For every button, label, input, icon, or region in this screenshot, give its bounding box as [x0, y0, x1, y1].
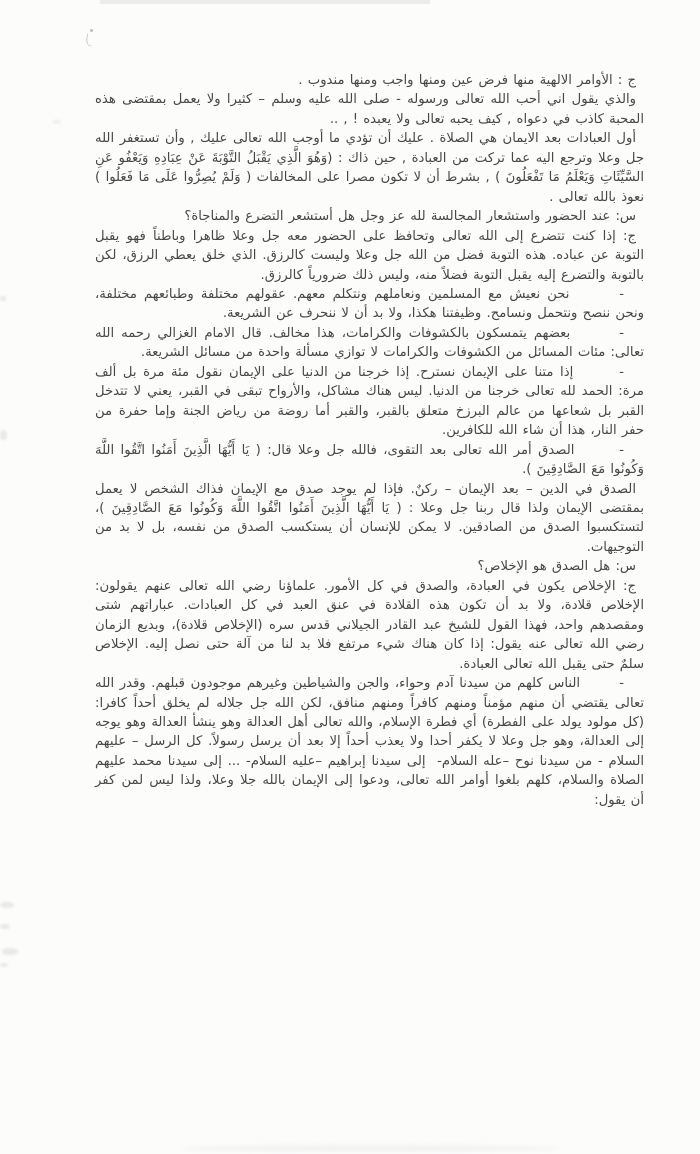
- scan-artifact-smudge: [0, 963, 8, 967]
- paragraph-10: الصدق في الدين – بعد الإيمان – ركنٌ. فإذا لم يوجد صدق مع الإيمان فذاك الشخص لا يعمل بمقتضى الإيمان ولذا قال ربنا جل وعلا : ( يَا أَيُّهَا الَّذِينَ أَمَنُوا اتَّقُوا اللَّهَ وَكُونُوا مَعَ الصَّادِقِينَ )، لتستكسبوا الصدق من الصادقين. لا يمكن للإنسان أن يستكسب الصدق من نفسه، بل لا بد من التوجيهات.: [95, 481, 644, 555]
- paragraph-4: س: عند الحضور واستشعار المجالسة لله عز وجل هل أستشعر التضرع والمناجاة؟: [184, 209, 636, 225]
- paragraph-12: ج: الإخلاص يكون في العبادة، والصدق في كل الأمور. علماؤنا رضي الله تعالى عنهم يقولون: الإخلاص قلادة، ولا بد أن تكون هذه القلادة في عنق العبد في كل العبادات. عباراتهم شتى ومقصدهم واحد، فهذا القول للشيخ عبد القادر الجيلاني قدس سره (الإخلاص قلادة)، وبديع الزمان رضي الله تعالى عنه يقول: إذا كان هناك شيء مرتفع فلا بد لنا من آلة حتى نصل إليه. الإخلاص سلمٌ حتى يقبل الله تعالى العبادة.: [95, 578, 644, 672]
- scan-artifact-smudge: [0, 902, 14, 908]
- paragraph-2: والذي يقول اني أحب الله تعالى ورسوله - صلى الله عليه وسلم – كثيرا ولا يعمل بمقتضى هذه المحبة كاذب في دعواه , كيف يحبه تعالى ولا يعبده ! , ..: [95, 92, 644, 127]
- scan-artifact-smudge: [0, 296, 6, 301]
- paragraph-3: أول العبادات بعد الايمان هي الصلاة . عليك أن تؤدي ما أوجب الله تعالى عليك , وأن تستغفر الله جل وعلا وترجع اليه عما تركت من العبادة , حين ذاك : (وَهُوَ الَّذِي يَقْبَلُ التَّوْبَةَ عَنْ عِبَادِهِ وَيَعْفُو عَنِ السَّيِّئَاتِ وَيَعْلَمُ مَا تَفْعَلُونَ ) , بشرط أن لا تكون مصرا على المخالفات ( وَلَمْ يُصِرُّوا عَلَى مَا فَعَلُوا ) نعوذ بالله تعالى .: [95, 131, 644, 205]
- scan-artifact-bottom-shade: [180, 1146, 560, 1151]
- paragraph-7: - بعضهم يتمسكون بالكشوفات والكرامات، هذا مخالف. قال الامام الغزالي رحمه الله تعالى: مئات المسائل من الكشوفات والكرامات لا توازي مسألة واحدة من مسائل الشريعة.: [95, 325, 644, 361]
- paragraph-1: ج : الأوامر الالهية منها فرض عين ومنها واجب ومنها مندوب .: [298, 73, 636, 88]
- paragraph-6: - نحن نعيش مع المسلمين ونعاملهم ونتكلم معهم. عقولهم مختلفة وطبائعهم مختلفة، ونحن ننصح ونتحمل ونسامح. وظيفتنا هكذا، ولا بد أن لا ننحرف عن الشريعة.: [95, 286, 644, 322]
- scan-artifact-smudge: [2, 948, 18, 955]
- scan-artifact-ink-dot: [90, 29, 93, 32]
- paragraph-11: س: هل الصدق هو الإخلاص؟: [477, 559, 636, 575]
- scan-artifact-smudge: [52, 120, 61, 124]
- paragraph-5: ج: إذا كنت تتضرع إلى الله تعالى وتحافظ على الحضور معه جل وعلا ظاهرا وباطناً فهو يقبل التوبة عن عباده. هذه التوبة فضل من الله جل وعلا وليست كالرزق. الذي خلق يعطي الرزق، لكن بالتوبة والتضرع إليه يقبل التوبة فضلاً منه، وليس ذلك ضرورياً كالرزق.: [95, 228, 644, 283]
- scan-artifact-smudge: [0, 430, 7, 440]
- paragraph-13: - الناس كلهم من سيدنا آدم وحواء، والجن والشياطين وغيرهم موجودون قبلهم. وقدر الله تعالى يقتضي أن منهم مؤمناً ومنهم كافراً ومنهم منافق، لكن الله جل جلاله لم يخلق أحداً كافرا: (كل مولود يولد على الفطرة) أي فطرة الإسلام، والله تعالى أهل العدالة وهو ينشأ العدالة وهو يوجه إلى العدالة، وهو جل وعلا لا يكفر أحدا ولا يعذب أحداً إلا بعد أن يرسل رسولاً. كل الرسل – عليهم السلام - من سيدنا نوح –عله السلام- إلى سيدنا إبراهيم –عليه السلام- ... إلى سيدنا محمد عليهم الصلاة والسلام، كلهم بلغوا أوامر الله تعالى، ودعوا إلى الإيمان بالله جلا وعلا، ولذا ليس لمن كفر أن يقول:: [95, 676, 644, 808]
- paragraph-9: - الصدق أمر الله تعالى بعد التقوى، فالله جل وعلا قال: ( يَا أَيُّهَا الَّذِينَ أَمَنُوا اتَّقُوا اللَّهَ وَكُونُوا مَعَ الصَّادِقِينَ ).: [95, 442, 644, 478]
- scan-artifact-smudge: [0, 924, 10, 929]
- scan-artifact-top-strip: [100, 0, 430, 4]
- scan-artifact-ink-squiggle: [85, 33, 94, 46]
- document-text-block: [95, 71, 644, 810]
- paragraph-8: - إذا متنا على الإيمان نسترح. إذا خرجنا من الدنيا على الإيمان نقول مئة مرة بل ألف مرة: الحمد لله تعالى خرجنا من الدنيا. ليس هناك مشاكل، والأرواح تبقى في القبر، يعني لا تتدخل القبر بل شعاعها من عالم البرزخ متعلق بالقبر، والقبر أما روضة من رياض الجنة وإما حفرة من حفر النار، هذا أن شاء الله للكافرين.: [95, 364, 644, 439]
